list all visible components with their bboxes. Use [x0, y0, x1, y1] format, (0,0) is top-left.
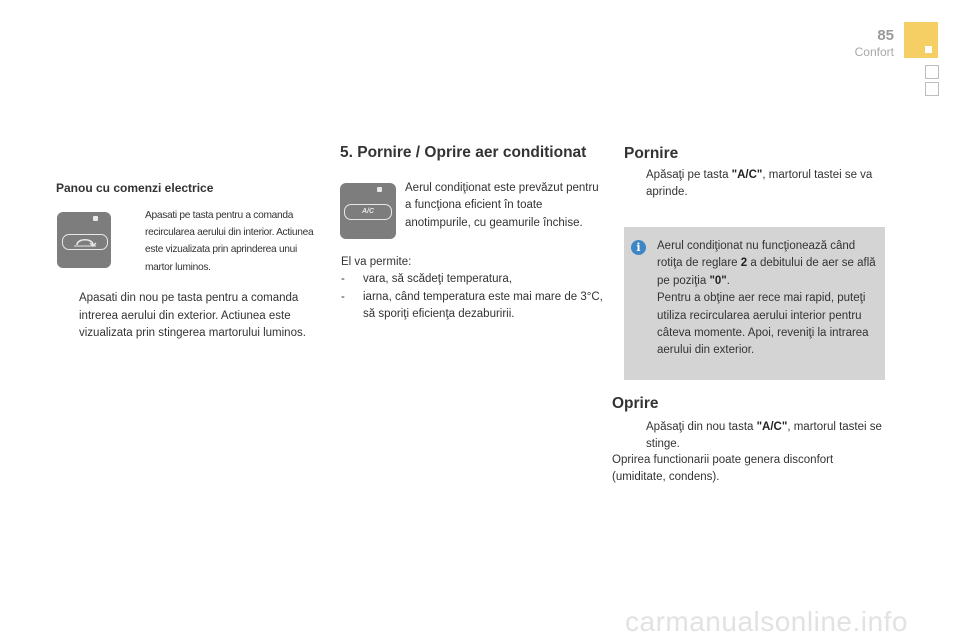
- watermark: carmanualsonline.info: [625, 606, 908, 637]
- oprire-instruction: [646, 419, 886, 454]
- info-text: [657, 238, 879, 360]
- ac-button-image: [340, 183, 396, 239]
- info-icon: i: [631, 240, 646, 255]
- section-heading: 5. Pornire / Oprire aer conditionat: [340, 144, 587, 161]
- ac-key-label: "A/C": [731, 169, 763, 181]
- recirculation-button-image: [57, 212, 111, 268]
- oprire-note: Oprirea functionarii poate genera disconfort (umiditate, condens).: [612, 454, 834, 484]
- square-icon: [925, 46, 932, 53]
- recirculation-instruction: Apasati pe tasta pentru a comanda recircularea aerului din interior. Actiunea este vizualizata prin aprinderea unui martor luminos.: [145, 210, 314, 273]
- exterior-air-instruction: Apasati din nou pe tasta pentru a comanda intrerea aerului din exterior. Actiunea este vizualizata prin stingerea martorului luminos.: [79, 292, 306, 340]
- chapter-tab[interactable]: [925, 65, 939, 79]
- chapter-title: Confort: [854, 45, 894, 59]
- text-span: Apăsaţi din nou tasta: [646, 421, 757, 433]
- control-number: 2: [740, 257, 748, 270]
- text-span: Apăsaţi pe tasta: [646, 169, 732, 181]
- ac-intro-text: Aerul condiţionat este prevăzut pentru a funcţiona eficient în toate anotimpurile, cu geamurile închise.: [405, 182, 599, 229]
- indicator-led: [93, 216, 98, 221]
- text-span: a debitului de aer se află pe poziţia: [657, 257, 876, 287]
- ac-key-label: "A/C": [756, 421, 788, 433]
- text-span: .: [726, 274, 730, 287]
- list-item-text: iarna, când temperatura este mai mare de 3°C, să sporiţi eficienţa dezaburirii.: [363, 290, 603, 321]
- chapter-tab[interactable]: [925, 82, 939, 96]
- position-label: "0": [709, 274, 727, 287]
- pornire-instruction: [646, 167, 886, 202]
- text-span: , martorul tastei se stinge.: [646, 421, 882, 451]
- info-line: Pentru a obţine aer rece mai rapid, puteţi utiliza recircularea aerului interior pentru câteva momente. Apoi, reveniţi la intrarea aerului din exterior.: [657, 292, 869, 357]
- list-item: [341, 289, 606, 324]
- list-dash: -: [341, 290, 345, 303]
- info-line: [657, 238, 879, 290]
- pornire-heading: Pornire: [624, 145, 679, 162]
- text-span: Aerul condiţionat nu funcţionează când rotiţa de reglare: [657, 240, 856, 270]
- list-item: [341, 271, 606, 288]
- page-number: 85: [877, 27, 894, 44]
- panel-heading: Panou cu comenzi electrice: [56, 181, 214, 195]
- ac-benefits: [341, 254, 606, 324]
- benefits-intro: El va permite:: [341, 256, 412, 268]
- list-dash: -: [341, 273, 345, 286]
- recirculation-icon: [62, 234, 108, 250]
- indicator-led: [377, 187, 382, 192]
- chapter-tab-active[interactable]: [904, 22, 938, 58]
- ac-button-label: A/C: [361, 208, 375, 215]
- ac-snowflake-icon: [344, 204, 392, 220]
- list-item-text: vara, să scădeţi temperatura,: [363, 273, 512, 286]
- oprire-heading: Oprire: [612, 395, 659, 412]
- text-span: , martorul tastei se va aprinde.: [646, 169, 873, 199]
